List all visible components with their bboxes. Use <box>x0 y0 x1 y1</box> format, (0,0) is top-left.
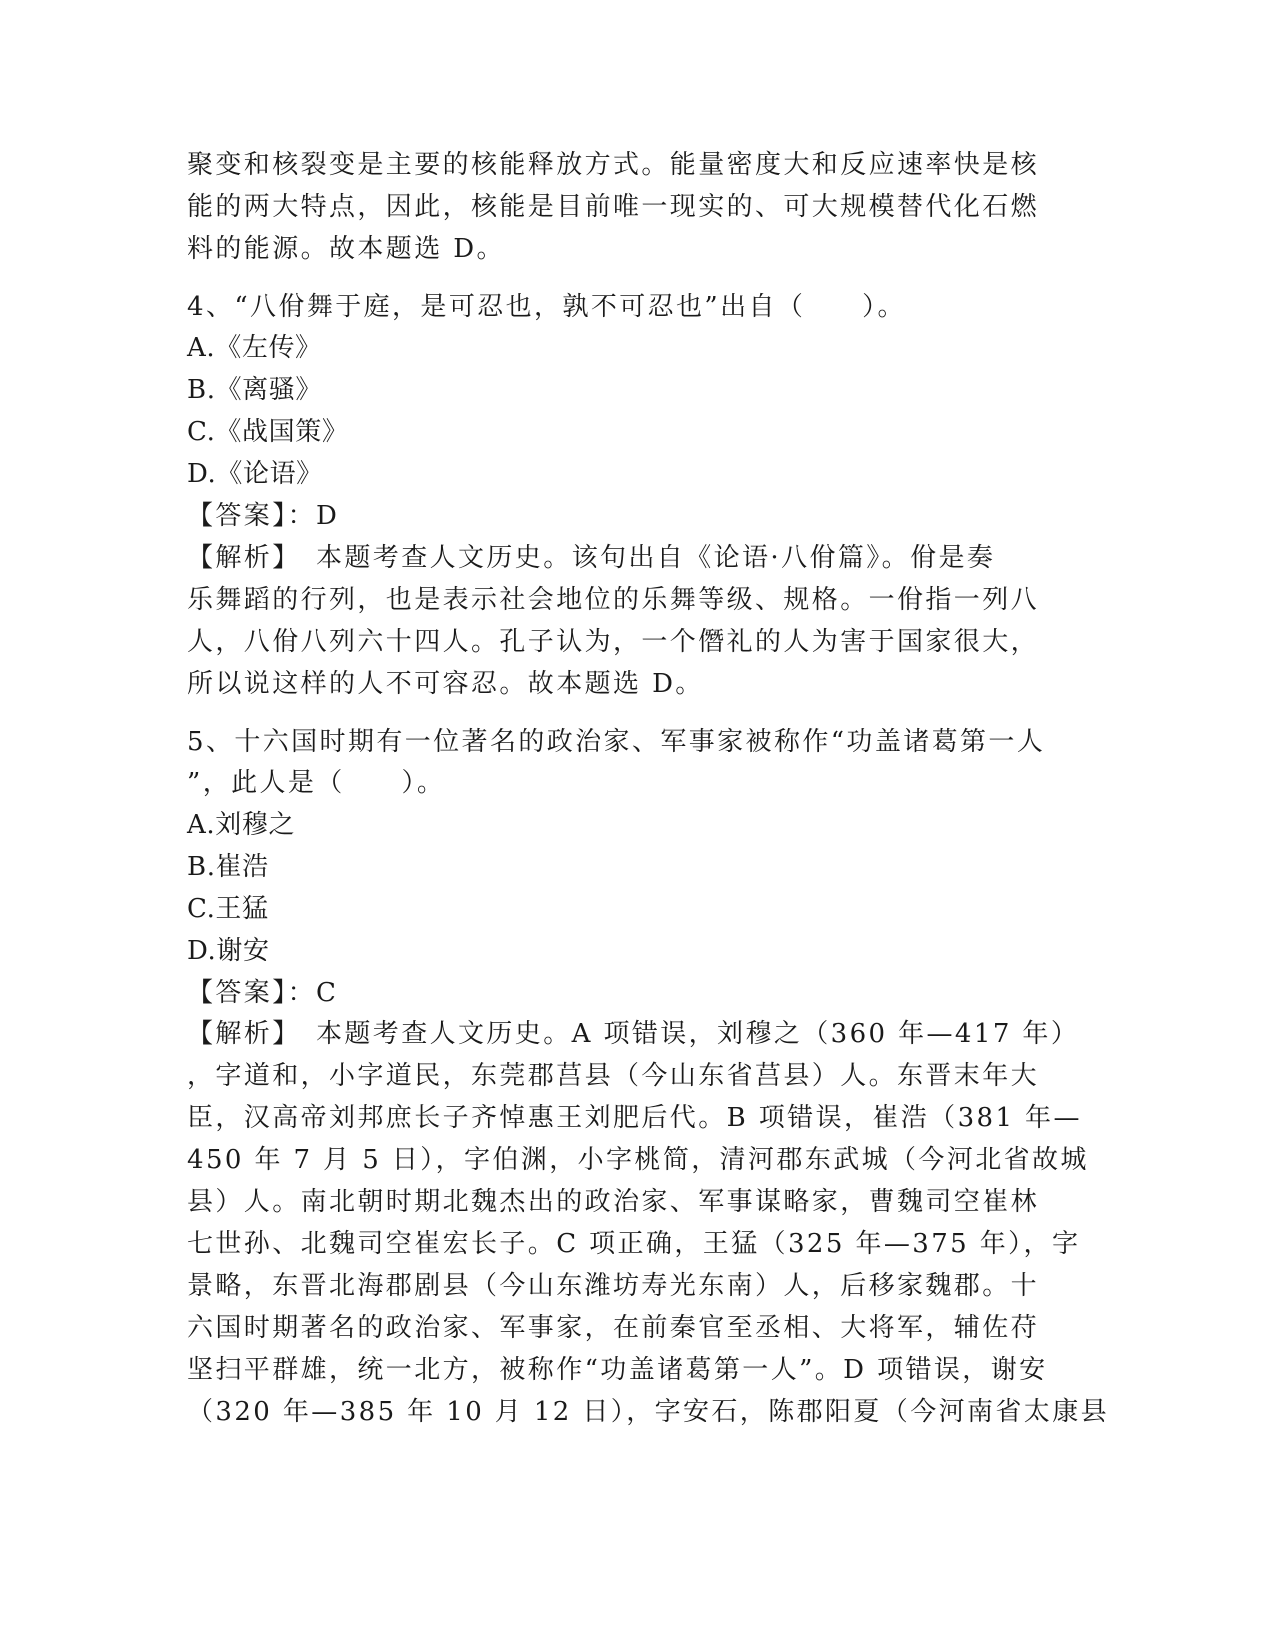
question-4-option-b: B.《离骚》 <box>187 375 322 405</box>
question-4-option-a: A.《左传》 <box>187 333 322 363</box>
question-4-explanation-line: 【解析】 本题考查人文历史。该句出自《论语·八佾篇》。佾是奏 <box>187 543 996 573</box>
question-4-explanation-line: 人，八佾八列六十四人。孔子认为，一个僭礼的人为害于国家很大， <box>187 627 1040 657</box>
question-4-text: 4、“八佾舞于庭，是可忍也，孰不可忍也”出自（ ）。 <box>187 292 906 322</box>
question-5-explanation-line: 臣，汉高帝刘邦庶长子齐悼惠王刘肥后代。B 项错误，崔浩（381 年— <box>187 1103 1082 1133</box>
question-5-explanation-line: 七世孙、北魏司空崔宏长子。C 项正确，王猛（325 年—375 年），字 <box>187 1229 1081 1259</box>
question-5-text: ”，此人是（ ）。 <box>187 768 446 798</box>
question-5-explanation-line: 六国时期著名的政治家、军事家，在前秦官至丞相、大将军，辅佐苻 <box>187 1313 1040 1343</box>
question-5-explanation-line: 景略，东晋北海郡剧县（今山东潍坊寿光东南）人，后移家魏郡。十 <box>187 1271 1040 1301</box>
question-5-text: 5、十六国时期有一位著名的政治家、军事家被称作“功盖诸葛第一人 <box>187 727 1046 757</box>
question-5-explanation-line: （320 年—385 年 10 月 12 日），字安石，陈郡阳夏（今河南省太康县 <box>187 1397 1110 1427</box>
question-4-option-c: C.《战国策》 <box>187 417 349 447</box>
question-4-option-d: D.《论语》 <box>187 459 323 489</box>
question-5-answer: 【答案】：C <box>187 978 339 1008</box>
question-4-answer: 【答案】：D <box>187 501 340 531</box>
intro-explanation-line: 能的两大特点，因此，核能是目前唯一现实的、可大规模替代化石燃 <box>187 192 1040 222</box>
question-5-explanation-line: 县）人。南北朝时期北魏杰出的政治家、军事谋略家，曹魏司空崔林 <box>187 1187 1040 1217</box>
question-5-option-c: C.王猛 <box>187 894 269 924</box>
question-5-explanation-line: 坚扫平群雄，统一北方，被称作“功盖诸葛第一人”。D 项错误，谢安 <box>187 1355 1048 1385</box>
question-4-explanation-line: 所以说这样的人不可容忍。故本题选 D。 <box>187 669 704 699</box>
intro-explanation-line: 聚变和核裂变是主要的核能释放方式。能量密度大和反应速率快是核 <box>187 150 1040 180</box>
intro-explanation-line: 料的能源。故本题选 D。 <box>187 234 505 264</box>
question-5-explanation-line: 450 年 7 月 5 日），字伯渊，小字桃简，清河郡东武城（今河北省故城 <box>187 1145 1089 1175</box>
question-5-explanation-line: ，字道和，小字道民，东莞郡莒县（今山东省莒县）人。东晋末年大 <box>187 1061 1040 1091</box>
question-4-explanation-line: 乐舞蹈的行列，也是表示社会地位的乐舞等级、规格。一佾指一列八 <box>187 585 1040 615</box>
question-5-option-a: A.刘穆之 <box>187 810 296 840</box>
question-5-explanation-line: 【解析】 本题考查人文历史。A 项错误，刘穆之（360 年—417 年） <box>187 1019 1080 1049</box>
question-5-option-b: B.崔浩 <box>187 852 269 882</box>
question-5-option-d: D.谢安 <box>187 936 270 966</box>
